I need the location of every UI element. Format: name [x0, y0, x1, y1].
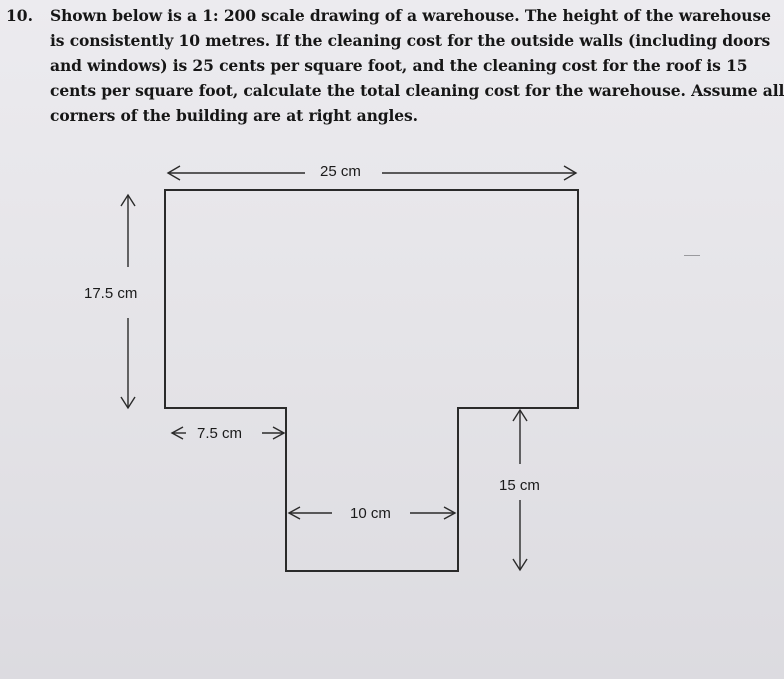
question-line-3: and windows) is 25 cents per square foot, and the cleaning cost for the roof is 15: [50, 56, 748, 75]
left-height-label: 17.5 cm: [84, 285, 138, 302]
left-step-label: 7.5 cm: [197, 425, 243, 442]
top-dimension: [168, 166, 576, 180]
question-number: 10.: [6, 6, 33, 25]
top-width-label: 25 cm: [320, 163, 361, 180]
question-line-2: is consistently 10 metres. If the cleaning cost for the outside walls (including doors: [50, 31, 771, 50]
edge-mark: [684, 255, 700, 256]
question-line-1: Shown below is a 1: 200 scale drawing of a warehouse. The height of the warehouse: [50, 6, 771, 25]
right-lower-height-label: 15 cm: [499, 477, 540, 494]
question-line-5: corners of the building are at right angles.: [50, 106, 418, 125]
question-line-4: cents per square foot, calculate the total cleaning cost for the warehouse. Assume all: [50, 81, 784, 100]
bottom-width-label: 10 cm: [350, 505, 391, 522]
